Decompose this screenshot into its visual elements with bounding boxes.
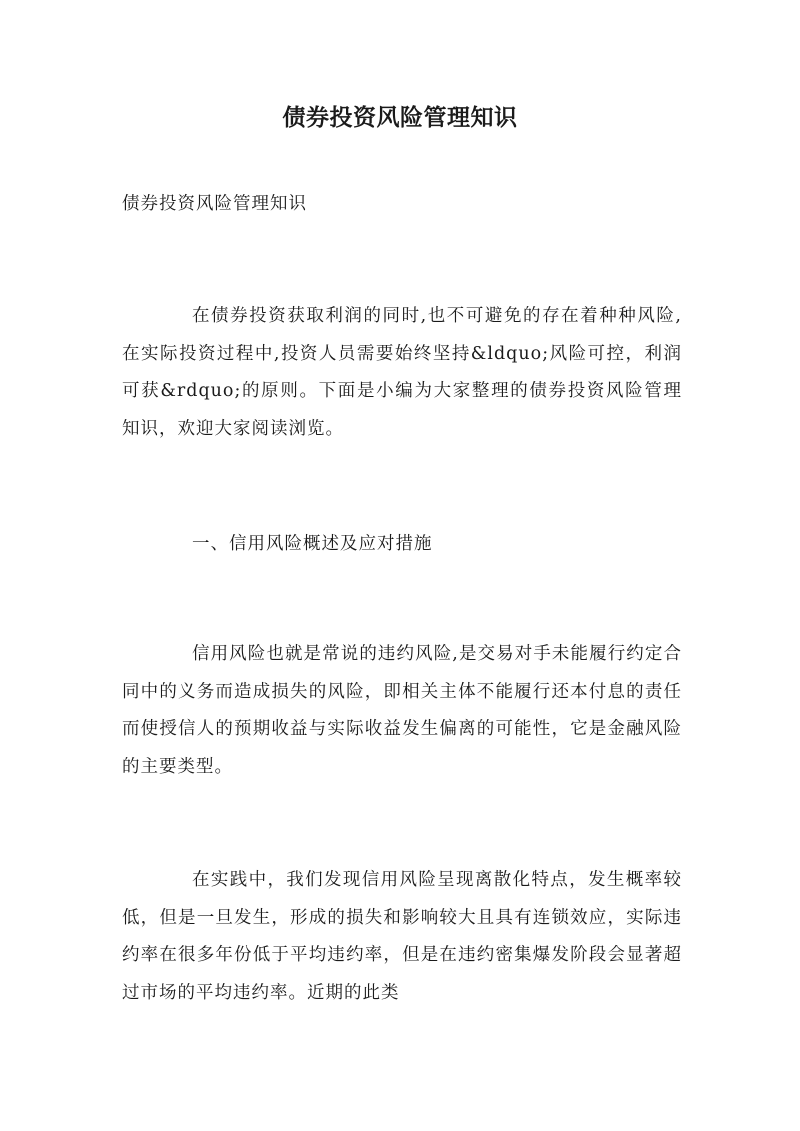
paragraph-intro: 在债券投资获取利润的同时,也不可避免的存在着种种风险,在实际投资过程中,投资人员需要始终坚持&ldquo;风险可控，利润可获&rdquo;的原则。下面是小编为大家整理的债券投资风险管理知识，欢迎大家阅读浏览。 — [122, 306, 682, 439]
document-title: 债券投资风险管理知识 — [282, 104, 518, 131]
paragraph-credit-risk-definition: 信用风险也就是常说的违约风险,是交易对手未能履行约定合同中的义务而造成损失的风险，即相关主体不能履行还本付息的责任而使授信人的预期收益与实际收益发生偏离的可能性，它是金融风险的主要类型。 — [122, 644, 682, 777]
section-heading-credit-risk: 一、信用风险概述及应对措施 — [192, 534, 433, 554]
paragraph-credit-risk-practice: 在实践中，我们发现信用风险呈现离散化特点，发生概率较低，但是一旦发生，形成的损失和影响较大且具有连锁效应，实际违约率在很多年份低于平均违约率，但是在违约密集爆发阶段会显著超过市场的平均违约率。近期的此类 — [122, 870, 682, 1003]
document-subtitle: 债券投资风险管理知识 — [122, 194, 307, 214]
